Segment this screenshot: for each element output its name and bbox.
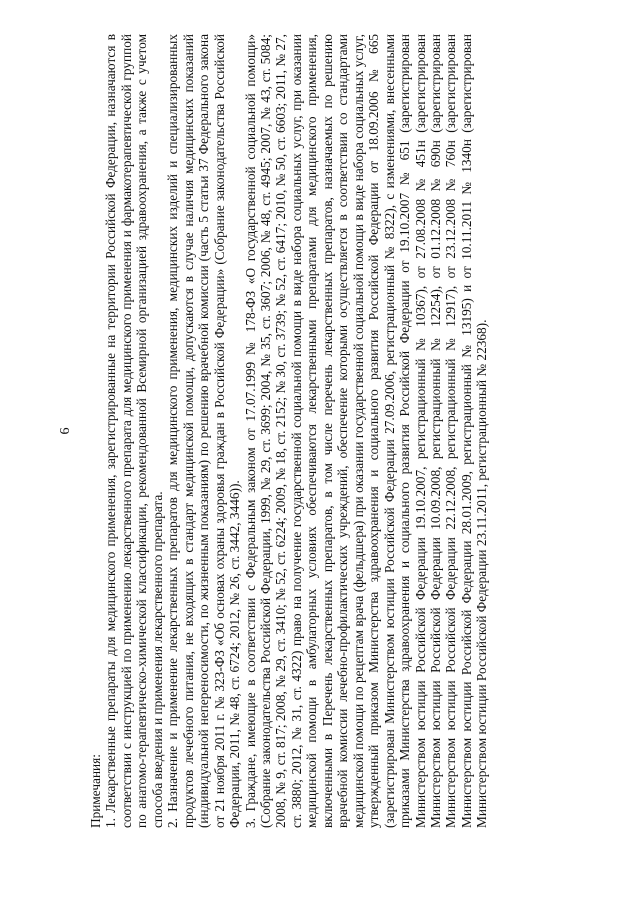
notes-section (88, 34, 490, 828)
rotated-page-content (58, 34, 568, 828)
notes-heading: Примечания: (88, 754, 103, 828)
page-number: 6 (58, 427, 73, 435)
note-item-3: 3. Граждане, имеющие в соответствии с Федеральным законом от 17.07.1999 № 178-ФЗ «О государственной социальной помощи» (Собрание законодательства Российской Федерации, 1999, № 29, ст. 3699; 2004, № 35, ст. 3607; 2006, № 48, ст. 4945; 2007, № 43, ст. 5084; 2008, № 9, ст. 817; 2008, № 29, ст. 3410; № 52, ст. 6224; 2009, № 18, ст. 2152; № 30, ст. 3739; № 52, ст. 6417; 2010, № 50, ст. 6603; 2011, № 27, ст. 3880; 2012, № 31, ст. 4322) право на получение государственной социальной помощи в виде набора социальных услуг, при оказании медицинской помощи в амбулаторных условиях обеспечиваются лекарственными препаратами для медицинского применения, включенными в Перечень лекарственных препаратов, в том числе перечень лекарственных препаратов, назначаемых по решению врачебной комиссии лечебно-профилактических учреждений, обеспечение которыми осуществляется в соответствии со стандартами медицинской помощи по рецептам врача (фельдшера) при оказании государственной социальной помощи в виде набора социальных услуг, утвержденный приказом Министерства здравоохранения и социального развития Российской Федерации от 18.09.2006 № 665 (зарегистрирован Министерством юстиции Российской Федерации 27.09.2006, регистрационный № 8322), с изменениями, внесенными приказами Министерства здравоохранения и социального развития Российской Федерации от 19.10.2007 № 651 (зарегистрирован Министерством юстиции Российской Федерации 19.10.2007, регистрационный № 10367), от 27.08.2008 № 451н (зарегистрирован Министерством юстиции Российской Федерации 10.09.2008, регистрационный № 12254), от 01.12.2008 № 690н (зарегистрирован Министерством юстиции Российской Федерации 22.12.2008, регистрационный № 12917), от 23.12.2008 № 760н (зарегистрирован Министерством юстиции Российской Федерации 28.01.2009, регистрационный № 13195) и от 10.11.2011 № 1340н (зарегистрирован Министерством юстиции Российской Федерации 23.11.2011, регистрационный № 22368). (242, 34, 490, 828)
note-item-1: 1. Лекарственные препараты для медицинского применения, зарегистрированные на территории Российской Федерации, назначаются в соответствии с инструкцией по применению лекарственного препарата для медицинского применения и фармакотерапевтической группой по анатомо-терапевтическо-химической классификации, рекомендованной Всемирной организацией здравоохранения, а также с учетом способа введения и применения лекарственного препарата. (103, 34, 165, 828)
note-item-2: 2. Назначение и применение лекарственных препаратов для медицинского применения, медицинских изделий и специализированных продуктов лечебного питания, не входящих в стандарт медицинской помощи, допускаются в случае наличия медицинских показаний (индивидуальной непереносимости, по жизненным показаниям) по решению врачебной комиссии (часть 5 статьи 37 Федерального закона от 21 ноября 2011 г. № 323-ФЗ «Об основах охраны здоровья граждан в Российской Федерации» (Собрание законодательства Российской Федерации, 2011, № 48, ст. 6724; 2012, № 26, ст. 3442, 3446)). (165, 34, 243, 828)
